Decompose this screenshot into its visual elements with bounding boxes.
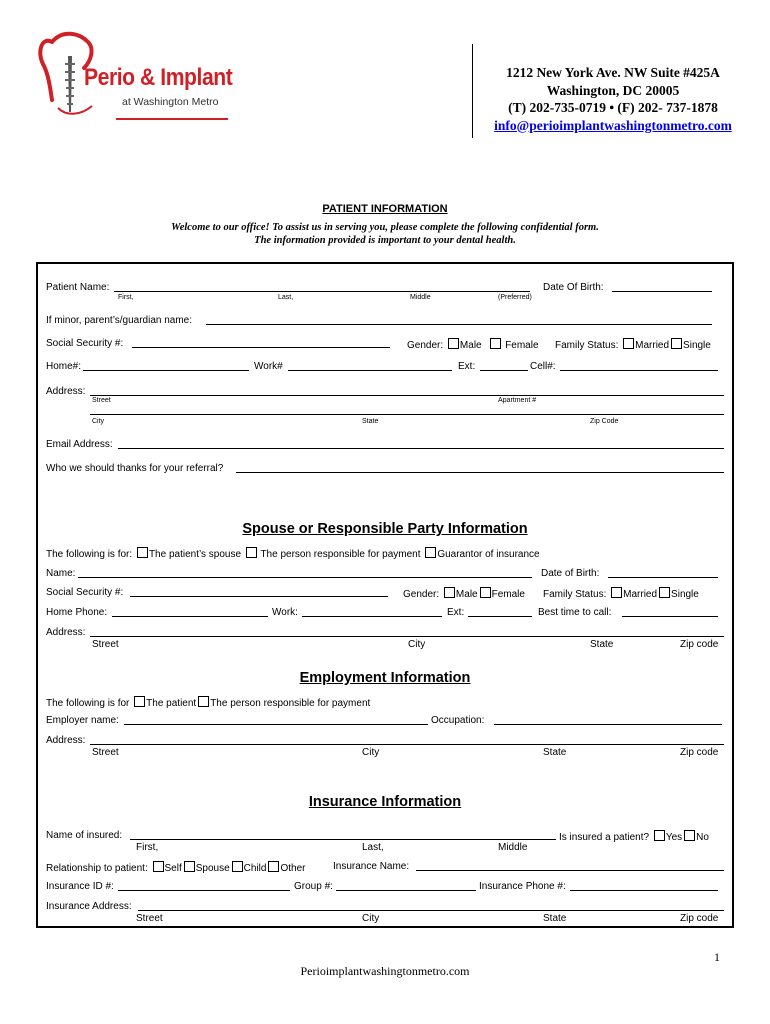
single-checkbox[interactable] [671, 338, 682, 349]
zip-caption: Zip Code [590, 418, 619, 425]
guardian-field[interactable] [206, 324, 712, 325]
ssn-field[interactable] [132, 347, 390, 348]
relationship-label: Relationship to patient: [46, 863, 148, 874]
contact-email-link[interactable]: info@perioimplantwashingtonmetro.com [494, 117, 732, 133]
city-caption: City [92, 418, 105, 425]
welcome-line-2: The information provided is important to your dental health. [254, 235, 516, 246]
spouse-single-checkbox[interactable] [659, 587, 670, 598]
email-field[interactable] [118, 448, 724, 449]
spouse-male-label: Male [455, 589, 478, 600]
insurance-id-label: Insurance ID #: [46, 881, 114, 892]
insurance-state-caption: State [543, 913, 567, 924]
street-caption: Street [92, 397, 111, 404]
yes-label: Yes [665, 832, 683, 843]
employment-state-caption: State [543, 747, 567, 758]
page-number: 1 [714, 950, 720, 964]
child-checkbox[interactable] [232, 861, 243, 872]
single-label: Single [683, 340, 711, 351]
spouse-work-label: Work: [272, 607, 298, 618]
employment-patient-checkbox[interactable] [134, 696, 145, 707]
patient-name-label: Patient Name: [46, 282, 110, 293]
preferred-caption: (Preferred) [498, 294, 532, 301]
first-caption: First, [118, 294, 134, 301]
spouse-zip-caption: Zip code [680, 639, 719, 650]
no-checkbox[interactable] [684, 830, 695, 841]
other-label: Other [280, 863, 306, 874]
welcome-text [0, 221, 770, 247]
spouse-checkbox[interactable] [137, 547, 148, 558]
employment-responsible-label: The person responsible for payment [210, 698, 371, 709]
no-label: No [696, 832, 709, 843]
yes-checkbox[interactable] [654, 830, 665, 841]
responsible-checkbox[interactable] [246, 547, 257, 558]
home-phone-label: Home#: [46, 361, 82, 372]
spouse-gender-label: Gender: [403, 589, 440, 600]
rel-spouse-label: Spouse [195, 863, 230, 874]
guarantor-option-label: Guarantor of insurance [437, 549, 540, 560]
referral-label: Who we should thanks for your referral? [46, 463, 224, 474]
married-label: Married [635, 340, 670, 351]
work-phone-field[interactable] [288, 370, 452, 371]
spouse-work-field[interactable] [302, 616, 442, 617]
spouse-dob-label: Date of Birth: [541, 568, 600, 579]
spouse-following-label: The following is for: [46, 549, 133, 560]
occupation-field[interactable] [494, 724, 722, 725]
other-checkbox[interactable] [268, 861, 279, 872]
employment-section-title: Employment Information [299, 670, 471, 686]
gender-label: Gender: [407, 340, 444, 351]
spouse-ssn-field[interactable] [130, 596, 388, 597]
spouse-section-title: Spouse or Responsible Party Information [242, 521, 528, 537]
cell-label: Cell#: [530, 361, 556, 372]
insured-name-label: Name of insured: [46, 830, 123, 841]
group-field[interactable] [336, 890, 476, 891]
self-checkbox[interactable] [153, 861, 164, 872]
employment-street-caption: Street [92, 747, 119, 758]
employment-address-label: Address: [46, 735, 86, 746]
ext-label: Ext: [458, 361, 476, 372]
male-label: Male [459, 340, 482, 351]
insurance-address-field[interactable] [138, 910, 724, 911]
dob-field[interactable] [612, 291, 712, 292]
address-city-field[interactable] [90, 414, 724, 415]
spouse-city-caption: City [408, 639, 426, 650]
self-label: Self [164, 863, 182, 874]
spouse-ext-field[interactable] [468, 616, 532, 617]
spouse-female-checkbox[interactable] [480, 587, 491, 598]
insured-name-field[interactable] [130, 839, 556, 840]
rel-spouse-checkbox[interactable] [184, 861, 195, 872]
address-street-field[interactable] [90, 395, 724, 396]
brand-tagline: at Washington Metro [122, 96, 219, 108]
insurance-id-field[interactable] [118, 890, 290, 891]
spouse-single-label: Single [671, 589, 699, 600]
insured-first-caption: First, [136, 842, 159, 853]
patient-name-field[interactable] [114, 291, 530, 292]
last-caption: Last, [278, 294, 294, 301]
ssn-label: Social Security #: [46, 338, 124, 349]
insurance-name-field[interactable] [416, 870, 724, 871]
insurance-section-title: Insurance Information [308, 794, 462, 810]
spouse-home-phone-field[interactable] [112, 616, 268, 617]
spouse-name-label: Name: [46, 568, 76, 579]
contact-block [474, 64, 752, 134]
employment-patient-label: The patient [146, 698, 197, 709]
occupation-label: Occupation: [431, 715, 485, 726]
best-time-label: Best time to call: [538, 607, 612, 618]
footer-website: Perioimplantwashingtonmetro.com [300, 964, 470, 978]
female-label: Female [505, 340, 539, 351]
spouse-family-status-label: Family Status: [543, 589, 607, 600]
spouse-name-field[interactable] [78, 577, 532, 578]
family-status-label: Family Status: [555, 340, 619, 351]
contact-phones: (T) 202-735-0719 • (F) 202- 737-1878 [508, 100, 718, 115]
spouse-option-label: The patient’s spouse [148, 549, 242, 560]
apartment-caption: Apartment # [498, 397, 537, 404]
employer-name-field[interactable] [124, 724, 428, 725]
email-label: Email Address: [46, 439, 113, 450]
insurance-street-caption: Street [136, 913, 163, 924]
employment-following-label: The following is for [46, 698, 130, 709]
patient-info-title: PATIENT INFORMATION [322, 203, 448, 215]
spouse-ssn-label: Social Security #: [46, 587, 124, 598]
guarantor-checkbox[interactable] [425, 547, 436, 558]
spouse-address-label: Address: [46, 627, 86, 638]
insurance-address-label: Insurance Address: [46, 901, 132, 912]
best-time-field[interactable] [622, 616, 718, 617]
welcome-line-1: Welcome to our office! To assist us in serving you, please complete the following confidential form. [171, 222, 599, 233]
insurance-name-label: Insurance Name: [333, 861, 410, 872]
married-checkbox[interactable] [623, 338, 634, 349]
dob-label: Date Of Birth: [543, 282, 604, 293]
insurance-city-caption: City [362, 913, 380, 924]
employer-name-label: Employer name: [46, 715, 119, 726]
insurance-phone-label: Insurance Phone #: [479, 881, 566, 892]
header-divider [472, 44, 473, 138]
address-label: Address: [46, 386, 86, 397]
child-label: Child [243, 863, 267, 874]
spouse-married-checkbox[interactable] [611, 587, 622, 598]
spouse-address-field[interactable] [90, 636, 724, 637]
logo [38, 26, 238, 126]
employment-city-caption: City [362, 747, 380, 758]
spouse-dob-field[interactable] [608, 577, 718, 578]
employment-zip-caption: Zip code [680, 747, 719, 758]
insurance-zip-caption: Zip code [680, 913, 719, 924]
work-phone-label: Work# [254, 361, 283, 372]
male-checkbox[interactable] [448, 338, 459, 349]
insurance-phone-field[interactable] [570, 890, 718, 891]
spouse-state-caption: State [590, 639, 614, 650]
middle-caption: Middle [410, 294, 431, 301]
contact-address2: Washington, DC 20005 [546, 82, 680, 98]
ext-field[interactable] [480, 370, 528, 371]
state-caption: State [362, 418, 379, 425]
guardian-label: If minor, parent’s/guardian name: [46, 315, 193, 326]
responsible-option-label: The person responsible for payment [260, 549, 421, 560]
is-patient-label: Is insured a patient? [559, 832, 650, 843]
contact-address1: 1212 New York Ave. NW Suite #425A [506, 65, 720, 80]
referral-field[interactable] [236, 472, 724, 473]
cell-field[interactable] [560, 370, 718, 371]
brand-name: Perio & Implant [84, 64, 233, 91]
spouse-married-label: Married [623, 589, 658, 600]
spouse-female-label: Female [491, 589, 525, 600]
female-checkbox[interactable] [490, 338, 501, 349]
home-phone-field[interactable] [83, 370, 249, 371]
spouse-male-checkbox[interactable] [444, 587, 455, 598]
employment-address-field[interactable] [90, 744, 724, 745]
insured-middle-caption: Middle [498, 842, 528, 853]
employment-responsible-checkbox[interactable] [198, 696, 209, 707]
spouse-home-phone-label: Home Phone: [46, 607, 108, 618]
spouse-ext-label: Ext: [447, 607, 465, 618]
group-label: Group #: [294, 881, 333, 892]
insured-last-caption: Last, [362, 842, 384, 853]
spouse-street-caption: Street [92, 639, 119, 650]
